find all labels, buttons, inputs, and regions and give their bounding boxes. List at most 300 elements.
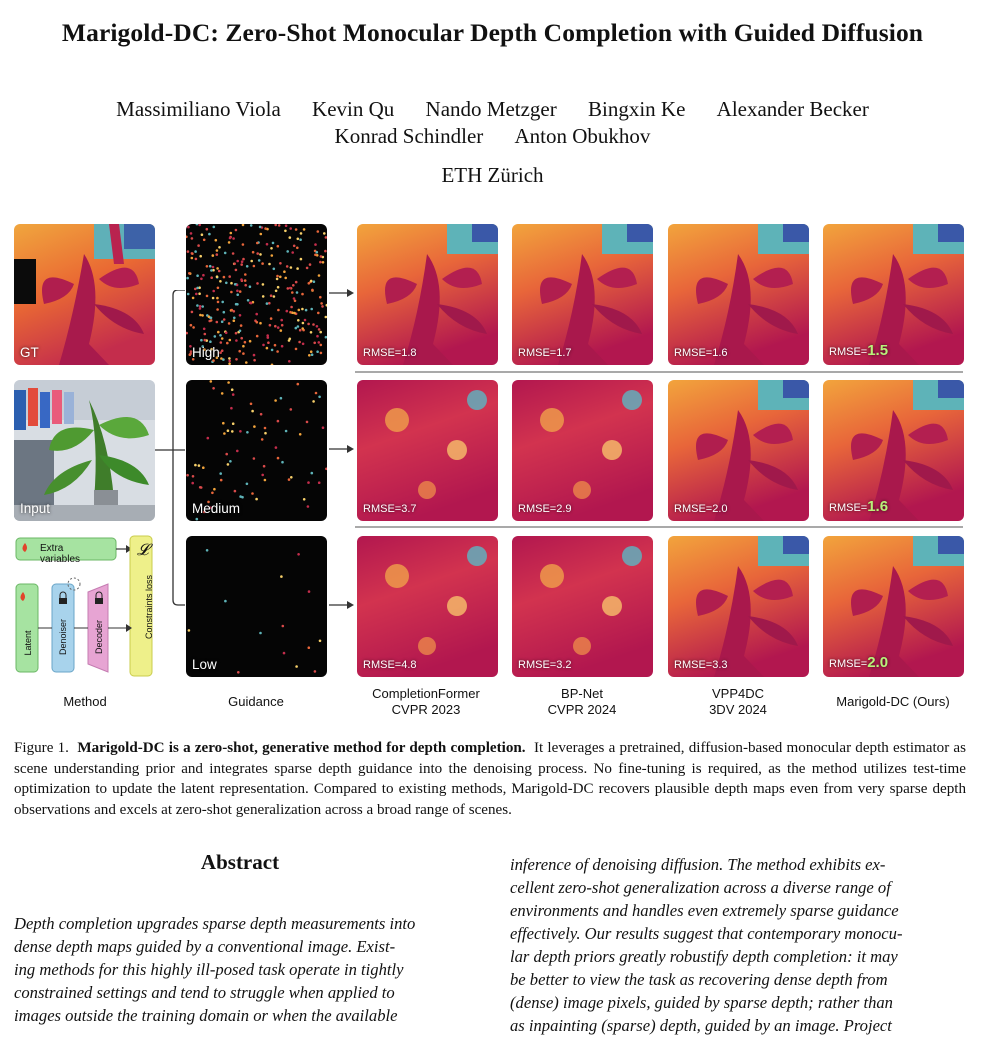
guidance-point: [228, 241, 231, 244]
guidance-point: [277, 286, 280, 289]
guidance-point: [306, 421, 309, 424]
venue: 3DV 2024: [709, 702, 767, 717]
latent-label: Latent: [23, 630, 33, 656]
guidance-point: [202, 466, 205, 469]
col-label-ours: Marigold-DC (Ours): [836, 694, 950, 709]
guidance-point: [239, 495, 242, 498]
guidance-point: [187, 293, 190, 296]
guidance-point: [221, 392, 224, 395]
guidance-point: [262, 344, 265, 347]
guidance-point: [314, 243, 317, 246]
author-name: Nando Metzger: [425, 97, 557, 121]
guidance-high-image: [186, 224, 327, 365]
guidance-point: [186, 277, 189, 280]
guidance-point: [260, 233, 263, 236]
guidance-point: [188, 629, 191, 632]
guidance-point: [195, 293, 198, 296]
guidance-point: [196, 287, 199, 290]
guidance-point: [305, 309, 308, 312]
constraints-loss-label: Constraints loss: [144, 574, 154, 640]
decoder-label: Decoder: [94, 619, 104, 655]
guidance-point: [281, 324, 284, 327]
guidance-point: [319, 261, 322, 264]
guidance-point: [230, 282, 233, 285]
guidance-point: [230, 407, 233, 410]
guidance-point: [209, 340, 212, 343]
guidance-point: [259, 253, 262, 256]
gt-label: GT: [20, 345, 39, 360]
guidance-point: [307, 481, 310, 484]
guidance-point: [256, 252, 259, 255]
guidance-point: [319, 331, 322, 334]
guidance-point: [280, 575, 283, 578]
guidance-point: [191, 252, 194, 255]
paper-title: Marigold-DC: Zero-Shot Monocular Depth Completion with Guided Diffusion: [61, 18, 924, 47]
rmse-best-value: 2.0: [867, 654, 889, 671]
guidance-point: [256, 282, 259, 285]
guidance-point: [249, 285, 252, 288]
guidance-point: [284, 277, 287, 280]
guidance-point: [213, 488, 216, 491]
guidance-point: [216, 253, 219, 256]
rmse-label: RMSE=4.8: [363, 659, 417, 671]
guidance-point: [279, 276, 282, 279]
guidance-point: [219, 472, 222, 475]
guidance-point: [225, 332, 228, 335]
guidance-low-label: Low: [192, 657, 217, 672]
guidance-point: [256, 321, 259, 324]
col-label-guidance: Guidance: [228, 694, 284, 709]
guidance-point: [244, 279, 247, 282]
guidance-point: [226, 342, 229, 345]
guidance-point: [199, 307, 202, 310]
guidance-point: [242, 352, 245, 355]
authors-line-2: [0, 124, 985, 149]
guidance-point: [296, 247, 299, 250]
guidance-point: [251, 410, 254, 413]
guidance-point: [280, 397, 283, 400]
guidance-point: [314, 670, 317, 673]
guidance-point: [196, 274, 199, 277]
guidance-point: [239, 314, 242, 317]
guidance-point: [300, 258, 303, 261]
guidance-point: [299, 329, 302, 332]
guidance-point: [199, 486, 202, 489]
guidance-point: [216, 275, 219, 278]
guidance-point: [225, 453, 228, 456]
guidance-point: [295, 281, 298, 284]
guidance-point: [191, 237, 194, 240]
guidance-point: [261, 438, 264, 441]
caption-prefix: Figure 1.: [14, 740, 69, 756]
guidance-point: [231, 309, 234, 312]
abstract-line: as inpainting (sparse) depth, guided by an image. Project: [510, 1016, 892, 1035]
guidance-point: [229, 339, 232, 342]
guidance-point: [223, 318, 226, 321]
guidance-point: [242, 224, 245, 226]
input-label: Input: [20, 501, 51, 516]
guidance-point: [297, 319, 300, 322]
guidance-point: [191, 311, 194, 314]
guidance-point: [186, 236, 188, 239]
guidance-point: [306, 267, 309, 270]
guidance-point: [216, 297, 219, 300]
guidance-point: [319, 296, 322, 299]
guidance-point: [192, 326, 195, 329]
guidance-point: [199, 314, 202, 317]
guidance-point: [255, 313, 258, 316]
guidance-point: [311, 289, 314, 292]
guidance-point: [262, 283, 265, 286]
guidance-point: [191, 482, 194, 485]
guidance-point: [206, 295, 209, 298]
result-completionformer-row-1: [357, 224, 498, 365]
guidance-point: [286, 250, 289, 253]
guidance-point: [263, 465, 266, 468]
guidance-point: [269, 324, 272, 327]
guidance-point: [223, 432, 226, 435]
guidance-point: [275, 446, 278, 449]
result-vpp4dc-row-1: [668, 224, 809, 365]
guidance-point: [295, 327, 298, 330]
guidance-point: [245, 361, 248, 364]
guidance-point: [297, 553, 300, 556]
guidance-point: [286, 265, 289, 268]
guidance-point: [274, 399, 277, 402]
guidance-point: [268, 302, 271, 305]
guidance-point: [202, 274, 205, 277]
guidance-point: [223, 276, 226, 279]
guidance-point: [274, 224, 277, 226]
col-label-bpnet: [502, 686, 662, 718]
guidance-point: [290, 306, 293, 309]
guidance-point: [310, 280, 313, 283]
guidance-point: [206, 549, 209, 552]
guidance-point: [239, 430, 242, 433]
guidance-point: [271, 364, 274, 366]
guidance-point: [280, 329, 283, 332]
guidance-point: [190, 232, 193, 235]
rmse-best-value: 1.5: [867, 342, 889, 359]
guidance-point: [283, 652, 286, 655]
guidance-point: [290, 266, 293, 269]
guidance-point: [203, 328, 206, 331]
guidance-point: [278, 224, 281, 227]
guidance-point: [218, 246, 221, 249]
guidance-point: [192, 475, 195, 478]
guidance-point: [221, 349, 224, 352]
guidance-point: [240, 263, 243, 266]
guidance-point: [210, 276, 213, 279]
guidance-point: [317, 312, 320, 315]
guidance-point: [232, 237, 235, 240]
guidance-point: [212, 290, 215, 293]
rmse-label: RMSE=3.3: [674, 659, 728, 671]
guidance-point: [316, 335, 319, 338]
result-bpnet-row-1: [512, 224, 653, 365]
guidance-point: [206, 228, 209, 231]
guidance-point: [200, 278, 203, 281]
guidance-point: [190, 324, 193, 327]
guidance-point: [228, 360, 231, 363]
guidance-point: [310, 308, 313, 311]
guidance-point: [225, 282, 228, 285]
guidance-point: [198, 464, 201, 467]
guidance-point: [201, 233, 204, 236]
abstract-line: cellent zero-shot generalization across a diverse range of: [510, 878, 891, 897]
author-name: Anton Obukhov: [514, 124, 651, 148]
guidance-point: [206, 265, 209, 268]
guidance-point: [240, 278, 243, 281]
guidance-point: [230, 291, 233, 294]
guidance-point: [233, 319, 236, 322]
rmse-label: RMSE=2.9: [518, 503, 572, 515]
guidance-point: [198, 224, 201, 226]
guidance-point: [253, 457, 256, 460]
guidance-point: [238, 350, 241, 353]
abstract-line: ing methods for this highly ill-posed task operate in tightly: [14, 960, 404, 979]
guidance-point: [318, 328, 321, 331]
guidance-point: [293, 245, 296, 248]
guidance-point: [290, 476, 293, 479]
guidance-point: [288, 478, 291, 481]
guidance-point: [264, 427, 267, 430]
guidance-point: [210, 380, 213, 383]
guidance-point: [288, 360, 291, 363]
guidance-point: [194, 288, 197, 291]
guidance-point: [273, 295, 276, 298]
guidance-point: [312, 323, 315, 326]
guidance-point: [318, 396, 321, 399]
guidance-point: [232, 393, 235, 396]
guidance-point: [302, 343, 305, 346]
col-label-vpp4dc: [658, 686, 818, 718]
guidance-point: [301, 293, 304, 296]
guidance-point: [224, 252, 227, 255]
guidance-point: [322, 261, 325, 264]
guidance-high-label: High: [192, 345, 220, 360]
guidance-point: [186, 474, 189, 477]
guidance-point: [289, 287, 292, 290]
authors-line-1: [0, 97, 985, 122]
guidance-point: [288, 339, 291, 342]
guidance-point: [242, 345, 245, 348]
guidance-point: [214, 335, 217, 338]
abstract-line: images outside the training domain or when the available: [14, 1006, 398, 1025]
guidance-point: [283, 270, 286, 273]
guidance-point: [253, 425, 256, 428]
guidance-point: [240, 324, 243, 327]
guidance-arrows: [327, 285, 357, 615]
guidance-point: [227, 381, 230, 384]
guidance-point: [267, 341, 270, 344]
guidance-point: [272, 242, 275, 245]
guidance-point: [261, 262, 264, 265]
guidance-point: [234, 283, 237, 286]
guidance-point: [316, 350, 319, 353]
guidance-point: [297, 238, 300, 241]
abstract-line: (dense) image pixels, guided by sparse depth; rather than: [510, 993, 893, 1012]
guidance-point: [249, 302, 252, 305]
abstract-line: environments and handles even extremely sparse guidance: [510, 901, 899, 920]
guidance-point: [291, 251, 294, 254]
rmse-label: RMSE=3.2: [518, 659, 572, 671]
guidance-point: [289, 236, 292, 239]
guidance-point: [220, 357, 223, 360]
guidance-point: [246, 265, 249, 268]
guidance-point: [320, 352, 323, 355]
figure-caption: [14, 738, 966, 820]
guidance-point: [229, 237, 232, 240]
guidance-point: [266, 243, 269, 246]
guidance-point: [235, 229, 238, 232]
guidance-point: [282, 625, 285, 628]
guidance-point: [233, 262, 236, 265]
guidance-point: [308, 282, 311, 285]
guidance-point: [294, 300, 297, 303]
guidance-point: [277, 457, 280, 460]
guidance-point: [273, 268, 276, 271]
guidance-point: [253, 354, 256, 357]
guidance-point: [280, 319, 283, 322]
guidance-point: [250, 403, 253, 406]
guidance-point: [298, 341, 301, 344]
guidance-point: [289, 311, 292, 314]
guidance-point: [208, 233, 211, 236]
rmse-prefix: RMSE=: [829, 658, 868, 670]
guidance-point: [210, 269, 213, 272]
guidance-point: [233, 317, 236, 320]
guidance-point: [299, 433, 302, 436]
guidance-point: [219, 334, 222, 337]
guidance-point: [321, 305, 324, 308]
guidance-point: [198, 292, 201, 295]
guidance-point: [274, 325, 277, 328]
method-name: VPP4DC: [711, 686, 765, 701]
guidance-point: [291, 291, 294, 294]
rmse-label: [829, 654, 888, 671]
guidance-point: [259, 632, 262, 635]
guidance-point: [286, 310, 289, 313]
guidance-point: [276, 278, 279, 281]
guidance-point: [231, 388, 234, 391]
guidance-point: [318, 274, 321, 277]
guidance-point: [207, 437, 210, 440]
guidance-point: [216, 321, 219, 324]
guidance-point: [320, 344, 323, 347]
guidance-point: [275, 290, 278, 293]
abstract-line: constrained settings and tend to struggle when applied to: [14, 983, 395, 1002]
guidance-point: [277, 245, 280, 248]
abstract-line: inference of denoising diffusion. The method exhibits ex-: [510, 855, 886, 874]
guidance-point: [246, 483, 249, 486]
guidance-point: [239, 290, 242, 293]
guidance-point: [203, 239, 206, 242]
guidance-point: [251, 492, 254, 495]
guidance-point: [308, 646, 311, 649]
guidance-point: [264, 227, 267, 230]
guidance-point: [252, 251, 255, 254]
guidance-point: [308, 590, 311, 593]
rmse-label: RMSE=2.0: [674, 503, 728, 515]
guidance-point: [194, 464, 197, 467]
guidance-point: [271, 254, 274, 257]
guidance-point: [260, 413, 263, 416]
guidance-point: [250, 224, 253, 227]
guidance-point: [267, 336, 270, 339]
guidance-point: [220, 479, 223, 482]
result-vpp4dc-row-2: [668, 380, 809, 521]
method-name: CompletionFormer: [372, 686, 480, 701]
guidance-point: [235, 358, 238, 361]
guidance-point: [231, 430, 234, 433]
guidance-point: [187, 226, 190, 229]
guidance-point: [216, 267, 219, 270]
guidance-point: [253, 265, 256, 268]
guidance-point: [316, 325, 319, 328]
guidance-point: [314, 254, 317, 257]
guidance-point: [242, 258, 245, 261]
loss-symbol: 𝓛: [137, 542, 149, 559]
guidance-point: [240, 337, 243, 340]
venue: CVPR 2024: [547, 702, 617, 717]
guidance-point: [270, 247, 273, 250]
guidance-point: [285, 430, 288, 433]
guidance-point: [303, 228, 306, 231]
guidance-point: [302, 322, 305, 325]
col-label-method: Method: [63, 694, 107, 709]
author-name: Konrad Schindler: [334, 124, 484, 148]
guidance-point: [287, 287, 290, 290]
guidance-point: [229, 460, 232, 463]
guidance-point: [236, 303, 239, 306]
guidance-point: [244, 341, 247, 344]
guidance-point: [303, 498, 306, 501]
guidance-point: [266, 302, 269, 305]
guidance-point: [277, 420, 280, 423]
result-completionformer-row-3: [357, 536, 498, 677]
rmse-label: [829, 342, 888, 359]
guidance-point: [221, 320, 224, 323]
guidance-low-image: [186, 536, 327, 677]
rmse-label: RMSE=3.7: [363, 503, 417, 515]
result-ours-row-2: [823, 380, 964, 521]
rmse-label: RMSE=1.6: [674, 347, 728, 359]
guidance-point: [221, 337, 224, 340]
guidance-point: [316, 251, 319, 254]
guidance-point: [212, 266, 215, 269]
guidance-point: [228, 322, 231, 325]
guidance-point: [270, 317, 273, 320]
guidance-point: [209, 265, 212, 268]
guidance-point: [196, 518, 199, 521]
guidance-point: [196, 304, 199, 307]
author-name: Bingxin Ke: [587, 97, 686, 121]
guidance-point: [230, 232, 233, 235]
row-separator: [355, 526, 963, 528]
guidance-point: [295, 228, 298, 231]
guidance-point: [279, 262, 282, 265]
guidance-point: [311, 472, 314, 475]
guidance-point: [308, 354, 311, 357]
guidance-point: [212, 254, 215, 257]
guidance-point: [281, 345, 284, 348]
abstract-line: be better to view the task as recovering dense depth from: [510, 970, 888, 989]
guidance-point: [191, 257, 194, 260]
guidance-point: [211, 492, 214, 495]
guidance-point: [318, 481, 321, 484]
guidance-point: [223, 311, 226, 314]
